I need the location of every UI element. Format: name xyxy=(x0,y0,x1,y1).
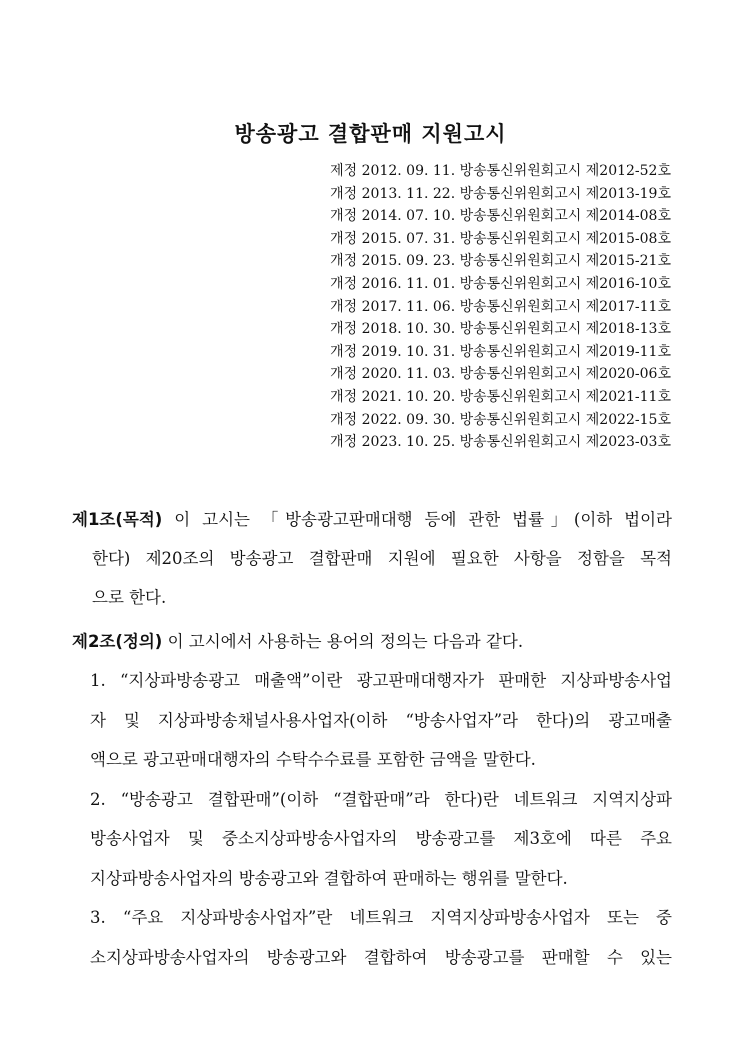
definition-item-line: 지상파방송사업자의 방송광고와 결합하여 판매하는 행위를 말한다. xyxy=(90,868,568,888)
revision-entry: 제정 2012. 09. 11. 방송통신위원회고시 제2012-52호 xyxy=(330,163,671,179)
revision-entry: 개정 2020. 11. 03. 방송통신위원회고시 제2020-06호 xyxy=(330,366,671,383)
article-2 xyxy=(72,622,672,977)
revision-entry: 개정 2013. 11. 22. 방송통신위원회고시 제2013-19호 xyxy=(330,185,671,202)
definition-item-line: 소지상파방송사업자의 방송광고와 결합하여 방송광고를 판매할 수 있는 xyxy=(90,947,672,967)
definition-item-3 xyxy=(72,898,672,977)
article-2-line-1 xyxy=(72,622,672,661)
article-1-heading: 제1조(목적) xyxy=(72,510,163,529)
article-2-heading: 제2조(정의) xyxy=(72,632,163,651)
definition-item-line: 방송사업자 및 중소지상파방송사업자의 방송광고를 제3호에 따른 주요 xyxy=(90,829,672,848)
revision-entry: 개정 2021. 10. 20. 방송통신위원회고시 제2021-11호 xyxy=(330,388,671,405)
definition-item-line: 3. “주요 지상파방송사업자”란 네트워크 지역지상파방송사업자 또는 중 xyxy=(90,908,672,927)
definition-item-line: 액으로 광고판매대행자의 수탁수수료를 포함한 금액을 말한다. xyxy=(90,750,536,769)
article-1-line-1 xyxy=(72,500,672,539)
article-1 xyxy=(72,500,672,617)
definition-item-line: 1. “지상파방송광고 매출액”이란 광고판매대행자가 판매한 지상파방송사업 xyxy=(90,671,672,690)
revision-entry: 개정 2015. 09. 23. 방송통신위원회고시 제2015-21호 xyxy=(330,253,671,270)
article-2-text: 이 고시에서 사용하는 용어의 정의는 다음과 같다. xyxy=(162,632,524,651)
article-1-text: 이 고시는 「방송광고판매대행 등에 관한 법률」(이하 법이라 xyxy=(162,510,672,529)
definition-item-line: 2. “방송광고 결합판매”(이하 “결합판매”라 한다)란 네트워크 지역지상파 xyxy=(90,789,672,809)
article-1-line-3: 으로 한다. xyxy=(92,588,167,607)
revision-entry: 개정 2023. 10. 25. 방송통신위원회고시 제2023-03호 xyxy=(330,434,671,451)
article-1-line-2: 한다) 제20조의 방송광고 결합판매 지원에 필요한 사항을 정함을 목적 xyxy=(92,549,672,568)
definition-item-line: 자 및 지상파방송채널사용사업자(이하 “방송사업자”라 한다)의 광고매출 xyxy=(90,710,672,730)
revision-entry: 개정 2015. 07. 31. 방송통신위원회고시 제2015-08호 xyxy=(330,230,671,247)
definition-item-1 xyxy=(72,661,672,780)
revision-entry: 개정 2022. 09. 30. 방송통신위원회고시 제2022-15호 xyxy=(330,411,671,428)
revision-entry: 개정 2014. 07. 10. 방송통신위원회고시 제2014-08호 xyxy=(330,208,671,225)
revision-history xyxy=(251,160,671,454)
revision-entry: 개정 2016. 11. 01. 방송통신위원회고시 제2016-10호 xyxy=(330,275,671,292)
revision-entry: 개정 2018. 10. 30. 방송통신위원회고시 제2018-13호 xyxy=(330,321,671,338)
definition-item-2 xyxy=(72,780,672,899)
document-title: 방송광고 결합판매 지원고시 xyxy=(234,122,507,146)
revision-entry: 개정 2019. 10. 31. 방송통신위원회고시 제2019-11호 xyxy=(330,343,671,360)
revision-entry: 개정 2017. 11. 06. 방송통신위원회고시 제2017-11호 xyxy=(330,298,671,315)
